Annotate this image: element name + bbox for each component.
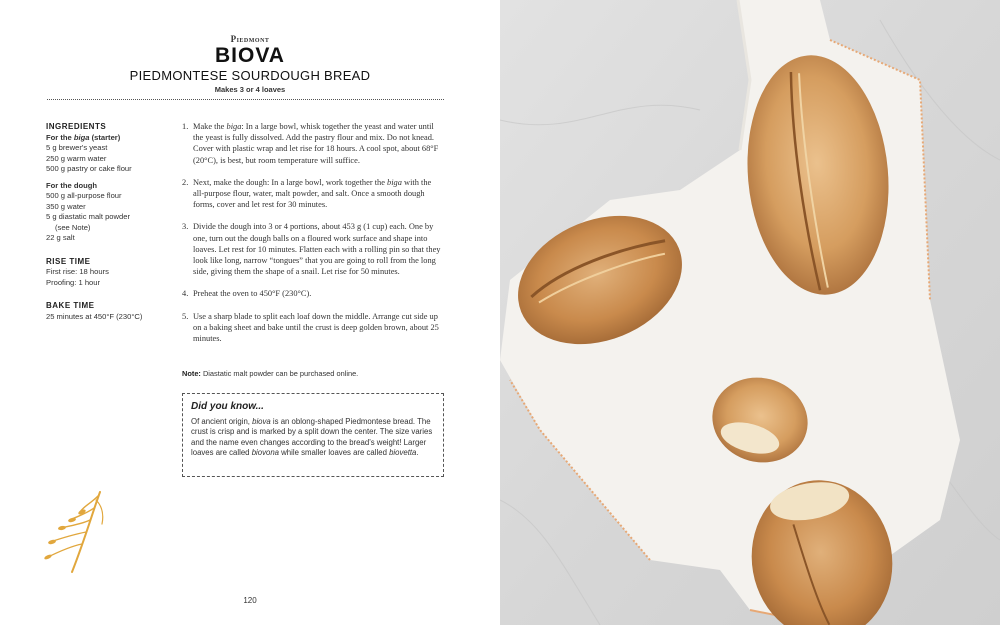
did-you-know-heading: Did you know...	[191, 401, 264, 412]
bake-time-item: 25 minutes at 450°F (230°C)	[46, 311, 143, 321]
dough-heading: For the dough	[46, 180, 98, 190]
method-step: 3. Divide the dough into 3 or 4 portions, about 453 g (1 cup) each. One by one, turn out the dough balls on a floured work surface and shape into loaves. Let rest for 10 minutes. Flatten each with a rolling pin so that they look like long, narrow “tongues” that you are going to roll from the long side, giving them the shape of a snail. Let rise for 50 minutes.	[182, 222, 441, 277]
recipe-subtitle: PIEDMONTESE SOURDOUGH BREAD	[129, 68, 371, 83]
ingredient-item: 500 g pastry or cake flour	[46, 164, 132, 173]
ingredient-item: 500 g all-purpose flour	[46, 191, 122, 200]
header-divider	[47, 99, 444, 100]
region-label: Piedmont	[230, 34, 270, 44]
rise-time-item: First rise: 18 hours	[46, 267, 109, 276]
did-you-know-text: Of ancient origin, biova is an oblong-shaped Piedmontese bread. The crust is crisp and is marked by a split down the center. The size varies and the name even changes according to the bread’s weight! Larger loaves are called biovona while smaller loaves are called biovetta.	[191, 417, 433, 457]
page-number: 120	[243, 596, 257, 605]
bread-photo-illustration	[500, 0, 1000, 625]
ingredient-item: 5 g diastatic malt powder	[46, 212, 130, 221]
ingredients-heading: INGREDIENTS	[46, 122, 107, 131]
method-steps	[182, 121, 444, 355]
method-step: 1. Make the biga: In a large bowl, whisk together the yeast and water until the yeast is fully dissolved. Add the pastry flour and mix. Do not knead. Cover with plastic wrap and let rise for 18 hours. A cool spot, about 68°F (20°C), is best, but room temperature will suffice.	[182, 122, 439, 165]
method-step: 2. Next, make the dough: In a large bowl, work together the biga with the all-purpose flour, water, malt powder, and salt. Once a smooth dough forms, cover and let rest for 30 minutes.	[182, 177, 432, 210]
ingredient-item: (see Note)	[55, 222, 91, 232]
ingredient-item: 250 g warm water	[46, 153, 107, 163]
wheat-icon	[40, 484, 110, 576]
recipe-title: BIOVA	[215, 44, 285, 67]
rise-time-heading: RISE TIME	[46, 256, 91, 266]
biga-heading: For the biga (starter)	[46, 132, 121, 142]
method-step: 5. Use a sharp blade to split each loaf down the middle. Arrange cut side up on a baking sheet and bake until the crust is deep golden brown, about 25 minutes.	[182, 311, 439, 344]
recipe-yield: Makes 3 or 4 loaves	[214, 85, 286, 94]
bread-photo	[500, 0, 1000, 625]
recipe-note: Note: Diastatic malt powder can be purchased online.	[182, 369, 359, 378]
ingredient-item: 350 g water	[46, 201, 86, 211]
recipe-sidebar	[46, 122, 171, 322]
ingredient-item: 5 g brewer's yeast	[46, 143, 108, 152]
ingredient-item: 22 g salt	[46, 233, 75, 242]
bake-time-heading: BAKE TIME	[46, 301, 95, 310]
rise-time-item: Proofing: 1 hour	[46, 277, 101, 287]
did-you-know-box	[182, 393, 444, 477]
method-step: 4. Preheat the oven to 450°F (230°C).	[182, 289, 312, 299]
